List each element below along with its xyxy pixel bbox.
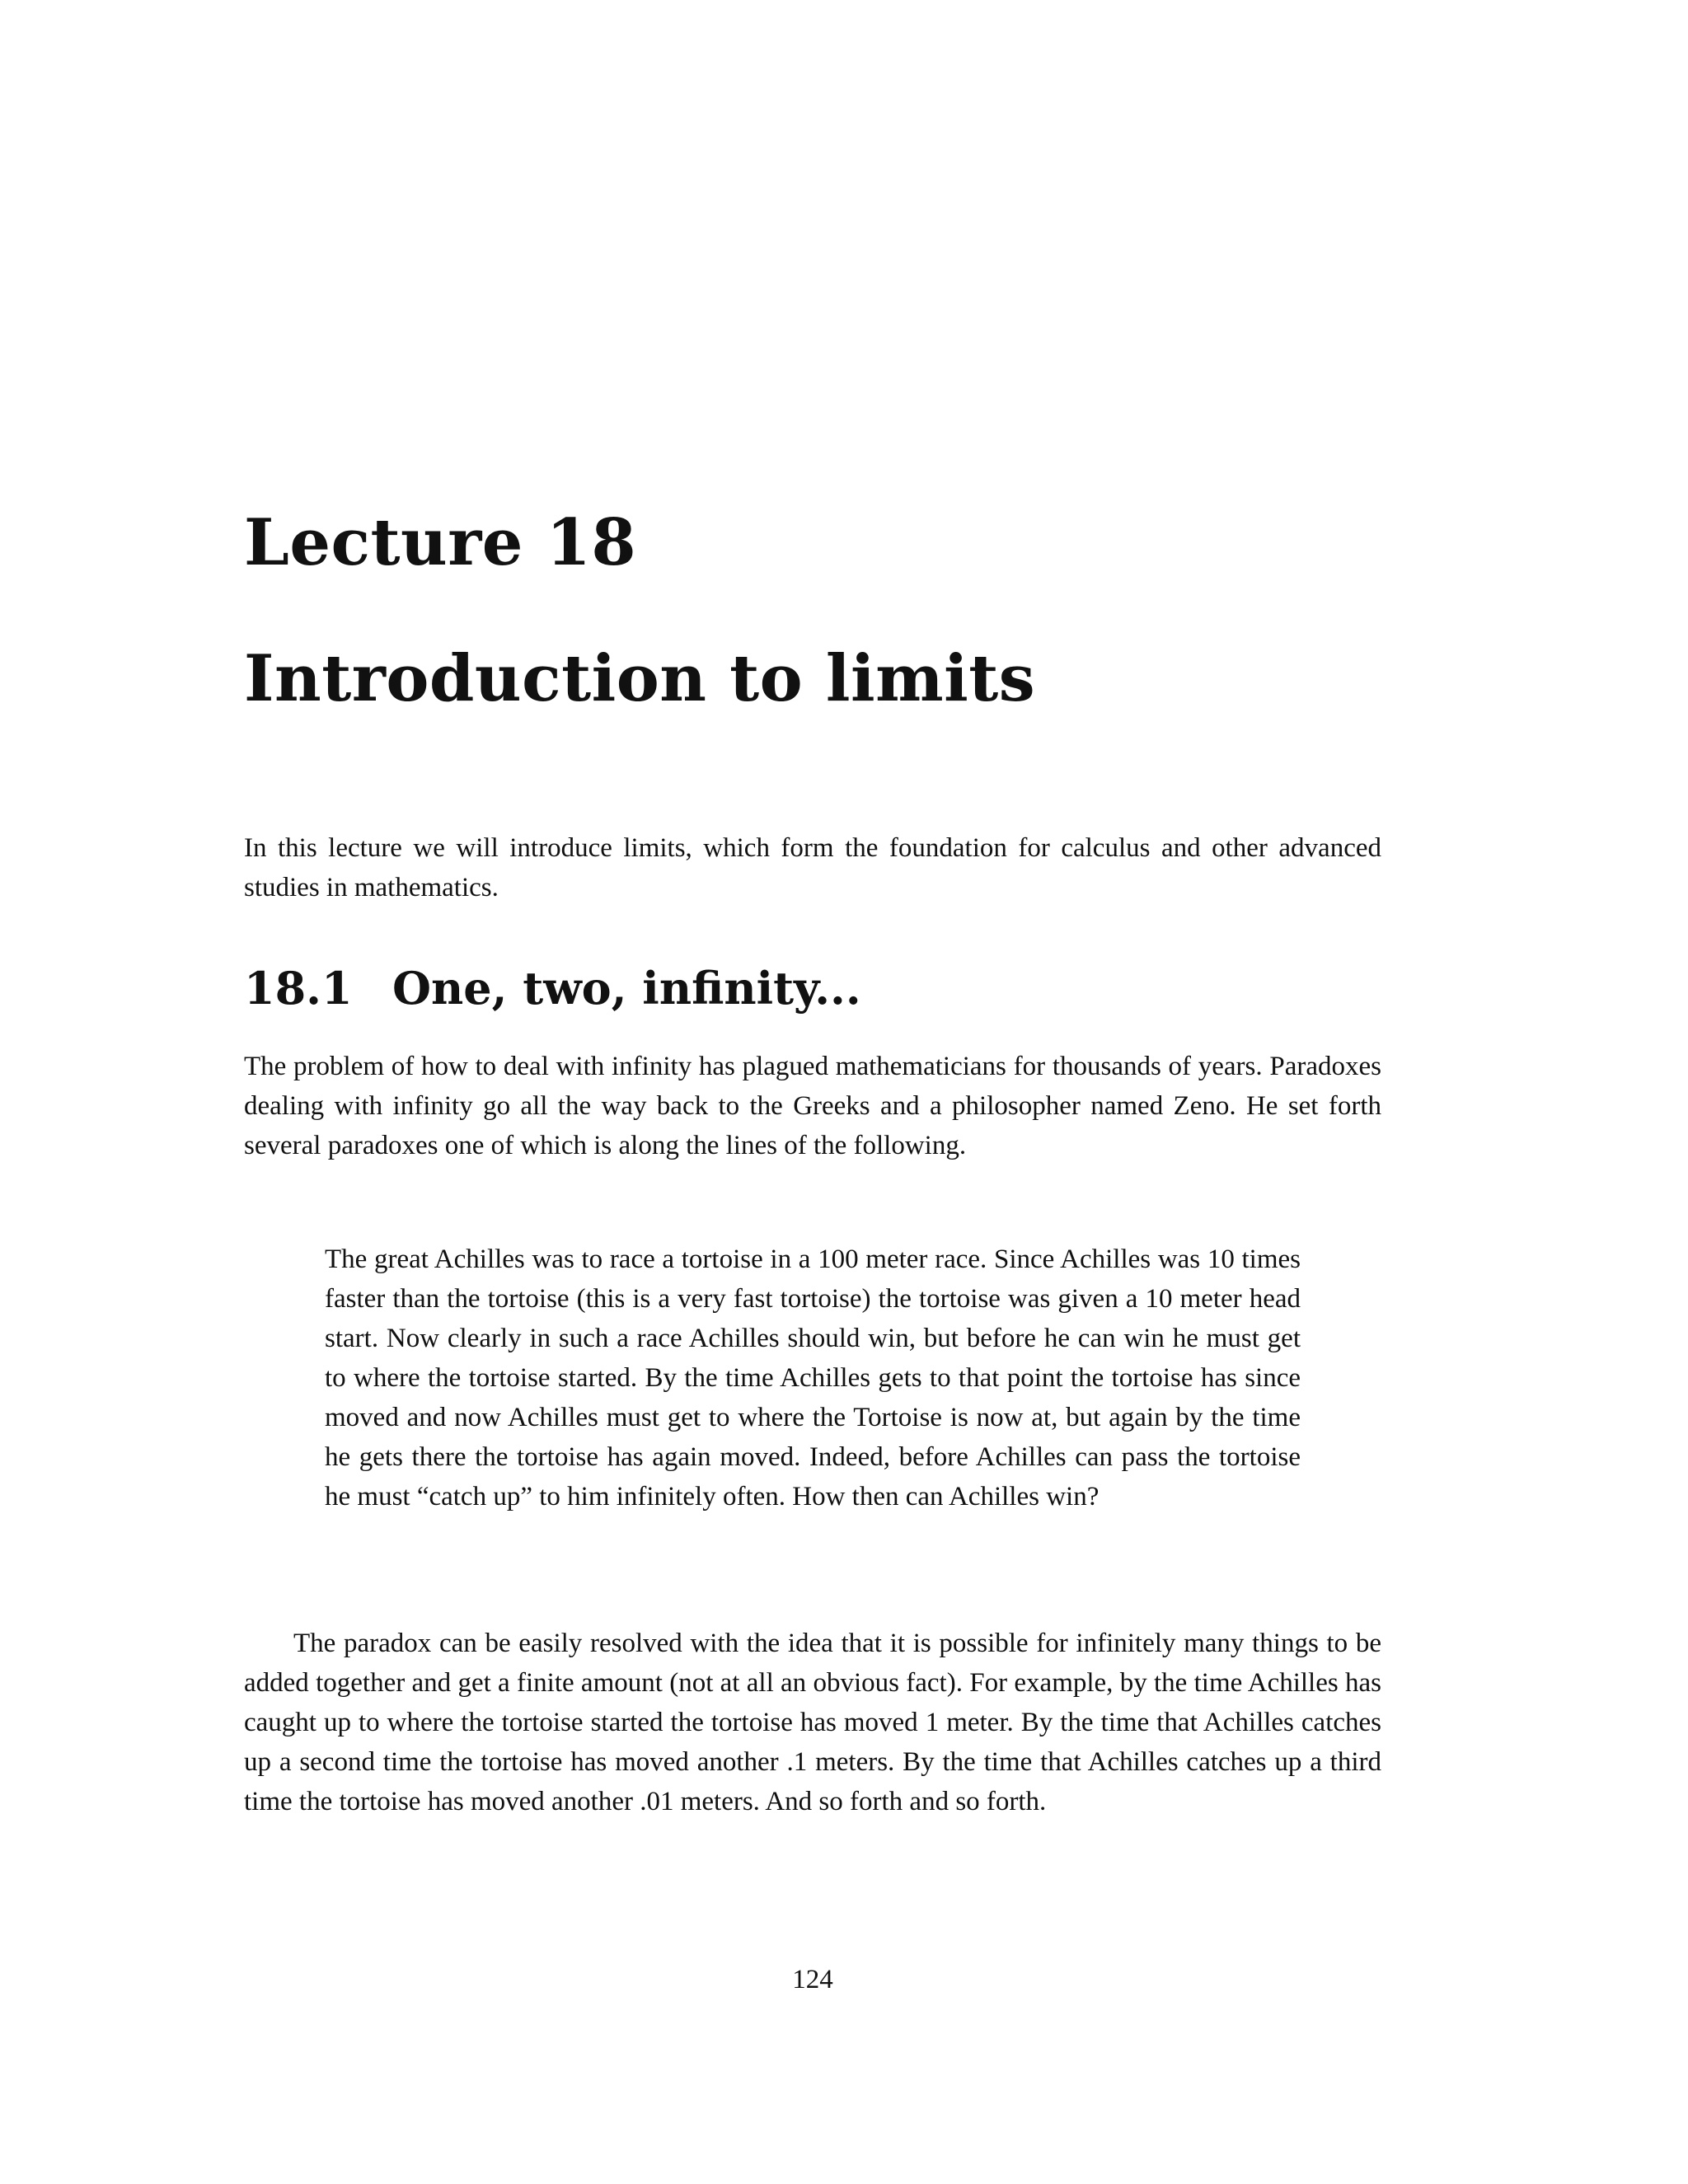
body-paragraph-1: The problem of how to deal with infinity has plagued mathematicians for thousands of years. Paradoxes dealing with infinity go all the way back to the Greeks and a philosopher named Zeno. He set forth several paradoxes one of which is along the lines of the following. [244,1052,1381,1160]
page-number: 124 [792,1965,833,1994]
chapter-title: Introduction to limits [244,641,1036,716]
section-heading [244,962,861,1015]
lecture-label: Lecture 18 [244,505,637,580]
section-number: 18.1 [244,962,353,1015]
intro-paragraph: In this lecture we will introduce limits, which form the foundation for calculus and other advanced studies in mathematics. [244,833,1381,902]
section-title: One, two, infinity... [392,962,861,1015]
zeno-quote: The great Achilles was to race a tortoise in a 100 meter race. Since Achilles was 10 times faster than the tortoise (this is a very fast tortoise) the tortoise was given a 10 meter head start. Now clearly in such a race Achilles should win, but before he can win he must get to where the tortoise started. By the time Achilles gets to that point the tortoise has since moved and now Achilles must get to where the Tortoise is now at, but again by the time he gets there the tortoise has again moved. Indeed, before Achilles can pass the tortoise he must “catch up” to him infinitely often. How then can Achilles win? [325,1244,1301,1511]
body-paragraph-2: The paradox can be easily resolved with the idea that it is possible for infinitely many things to be added together and get a finite amount (not at all an obvious fact). For example, by the time Achilles has caught up to where the tortoise started the tortoise has moved 1 meter. By the time that Achilles catches up a second time the tortoise has moved another .1 meters. By the time that Achilles catches up a third time the tortoise has moved another .01 meters. And so forth and so forth. [244,1629,1381,1816]
